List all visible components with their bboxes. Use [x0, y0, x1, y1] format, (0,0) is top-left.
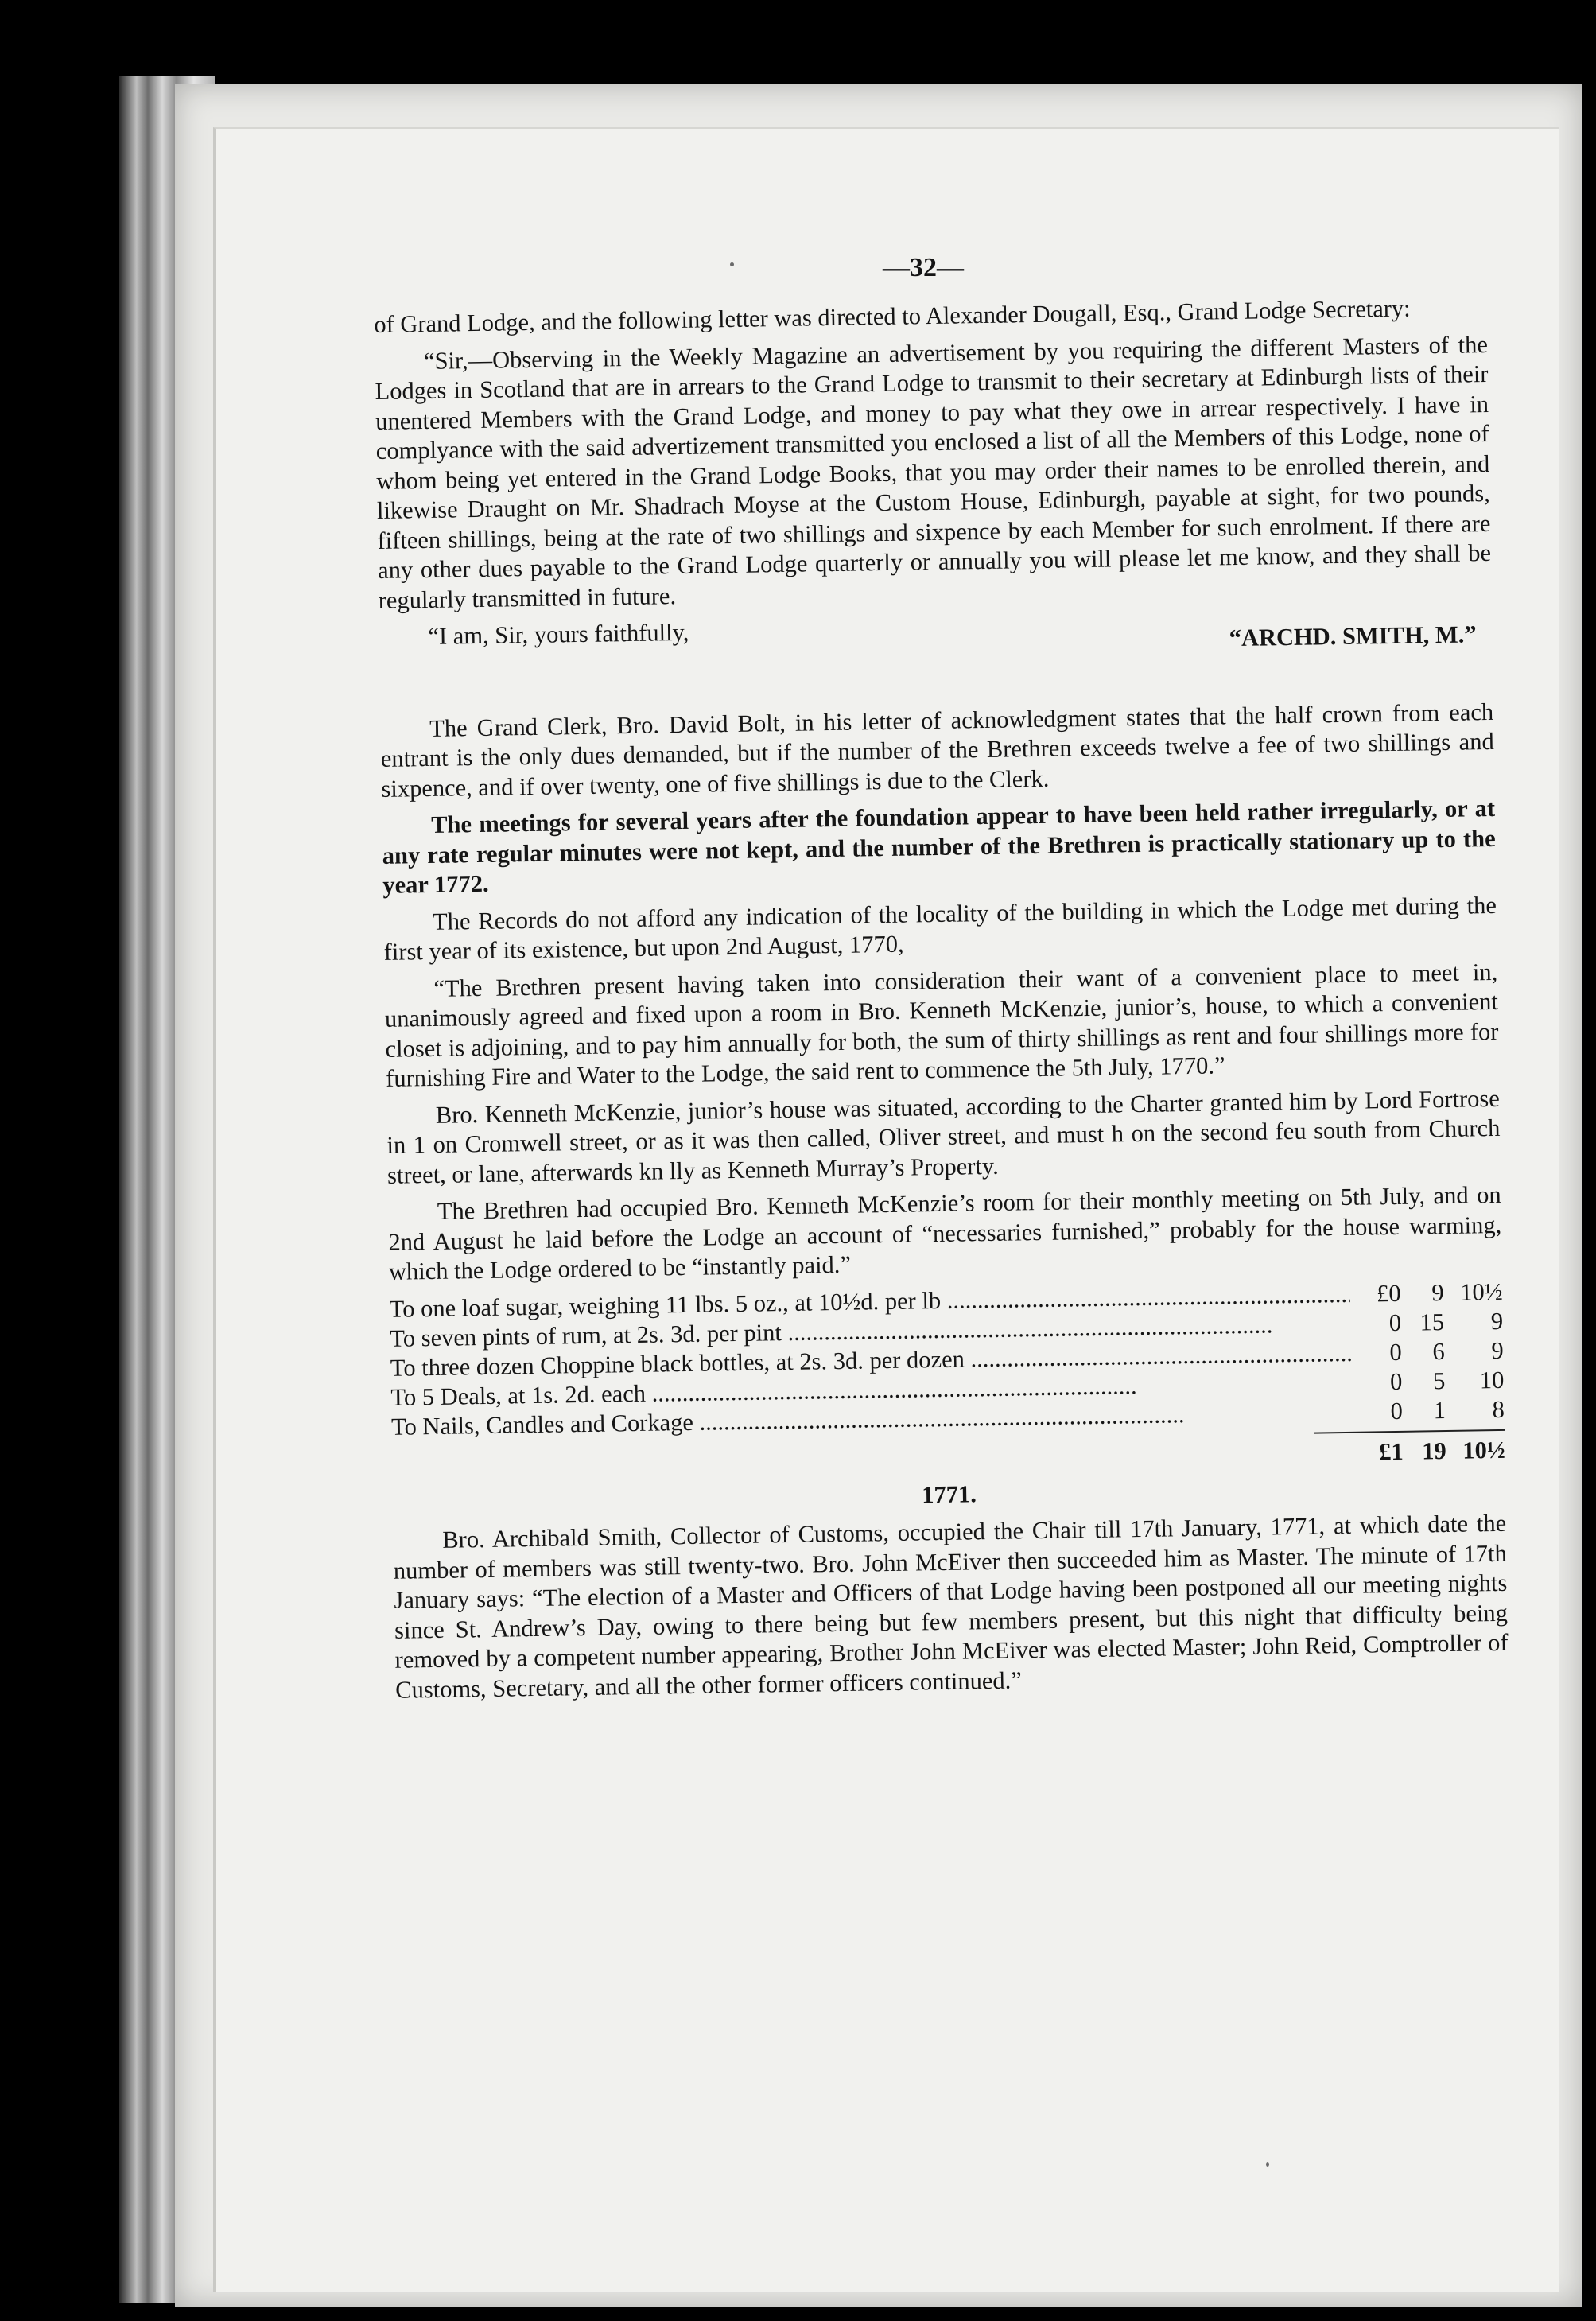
total-pence: 10½ — [1462, 1436, 1505, 1464]
account-item: To 5 Deals, at 1s. 2d. each ..... — [390, 1367, 1351, 1412]
paragraph-opening: of Grand Lodge, and the following letter was directed to Alexander Dougall, Esq., Grand Lodge Secretary: — [374, 294, 1411, 338]
account-pounds: 0 — [1388, 1308, 1402, 1336]
print-speck — [1266, 2162, 1269, 2167]
account-item: To one loaf sugar, weighing 11 lbs. 5 oz., at 10½d. per lb ..... — [389, 1279, 1349, 1324]
paragraph-grand-clerk: The Grand Clerk, Bro. David Bolt, in his letter of acknowledgment states that the half crown from each entrant is the only dues demanded, but if the number of the Brethren exceeds twelve a fee of two shillings and sixpence, and if over twenty, one of five shillings is due to the Clerk. — [380, 698, 1494, 803]
account-shillings: 15 — [1419, 1308, 1445, 1335]
paragraph-house-location: Bro. Kenneth McKenzie, junior’s house was situated, according to the Charter granted him by Lord Fortrose in 1 on Cromwell street, or as it was then called, Oliver street, and must h on the second feu south from Church street, or lane, afterwards kn lly as Kenneth Murray’s Property. — [386, 1084, 1501, 1189]
paragraph-records: The Records do not afford any indication of the locality of the building in which the Lodge met during the first year of its existence, but upon 2nd August, 1770, — [383, 891, 1497, 966]
page-text — [374, 293, 1509, 1713]
letter-signoff — [379, 605, 1493, 667]
account-pounds: 0 — [1389, 1338, 1402, 1366]
account-pence: 10 — [1479, 1366, 1505, 1394]
account-shillings: 1 — [1433, 1396, 1446, 1424]
account-pence: 9 — [1491, 1336, 1504, 1364]
account-item: To three dozen Choppine black bottles, at 2s. 3d. per dozen ..... — [390, 1338, 1351, 1382]
print-speck — [730, 262, 734, 266]
year-heading: 1771. — [921, 1479, 977, 1508]
account-total-row — [1314, 1429, 1505, 1468]
account-item: To seven pints of rum, at 2s. 3d. per pint ..... — [390, 1308, 1350, 1353]
account-item: To Nails, Candles and Corkage ..... — [391, 1397, 1352, 1441]
account-pounds: 0 — [1389, 1367, 1403, 1395]
account-shillings: 5 — [1432, 1367, 1446, 1394]
account-pence: 9 — [1490, 1307, 1504, 1335]
account-pounds: £0 — [1376, 1279, 1401, 1307]
page-number: —32— — [883, 253, 964, 282]
account-table — [389, 1277, 1505, 1482]
letter-signature: “ARCHD. SMITH, M.” — [1229, 620, 1477, 652]
paragraph-minute-quote: “The Brethren present having taken into consideration their want of a convenient place to meet in, unanimously agreed and fixed upon a room in Bro. Kenneth McKenzie, junior’s, house, to which a convenient closet is adjoining, and to pay him annually for both, the sum of thirty shillings as rent and four shillings more for furnishing Fire and Water to the Lodge, the said rent to commence the 5th July, 1770.” — [384, 958, 1499, 1092]
paragraph-letter: “Sir,—Observing in the Weekly Magazine an advertisement by you requiring the different Masters of the Lodges in Scotland that are in arrears to the Grand Lodge to transmit to their secretary at Edinburgh lists of their unentered Members with the Grand Lodge, and money to pay what they owe in arrear respectively. I have in complyance with the said advertizement transmitted you enclosed a list of all the Members of this Lodge, none of whom being yet entered in the Grand Lodge Books, that you may order their names to be enrolled therein, and likewise Draught on Mr. Shadrach Moyse at the Custom House, Edinburgh, payable at sight, for two pounds, fifteen shillings, being at the rate of two shillings and sixpence by each Member for such enrolment. If there are any other dues payable to the Grand Lodge quarterly or annually you will please let me know, and they shall be regularly transmitted in future. — [375, 330, 1492, 614]
account-shillings: 6 — [1432, 1337, 1445, 1365]
total-pounds: £1 — [1378, 1437, 1404, 1465]
account-pence: 10½ — [1459, 1277, 1503, 1306]
paragraph-meetings: The meetings for several years after the foundation appear to have been held rather irregularly, or at any rate regular minutes were not kept, and the number of the Brethren is practically stationary up to the year 1772. — [382, 794, 1496, 899]
account-pence: 8 — [1492, 1395, 1505, 1423]
account-shillings: 9 — [1431, 1278, 1444, 1306]
paragraph-1771: Bro. Archibald Smith, Collector of Customs, occupied the Chair till 17th January, 1771, at which date the number of members was still twenty-two. Bro. John McEiver then succeeded him as Master. The minute of 17th January says: “The election of a Master and Officers of that Lodge having been postponed all our meeting nights since St. Andrew’s Day, owing to there being but few members present, but this night that difficulty being removed by a competent number appearing, Brother John McEiver was elected Master; John Reid, Comptroller of Customs, Secretary, and all the other former officers continued.” — [393, 1509, 1509, 1704]
letter-closing: “I am, Sir, yours faithfully, — [428, 618, 689, 650]
paragraph-account-intro: The Brethren had occupied Bro. Kenneth McKenzie’s room for their monthly meeting on 5th July, and on 2nd August he laid before the Lodge an account of “necessaries furnished,” probably for the house warming, which the Lodge ordered to be “instantly paid.” — [388, 1180, 1502, 1285]
total-shillings: 19 — [1421, 1437, 1446, 1464]
account-pounds: 0 — [1390, 1397, 1404, 1425]
